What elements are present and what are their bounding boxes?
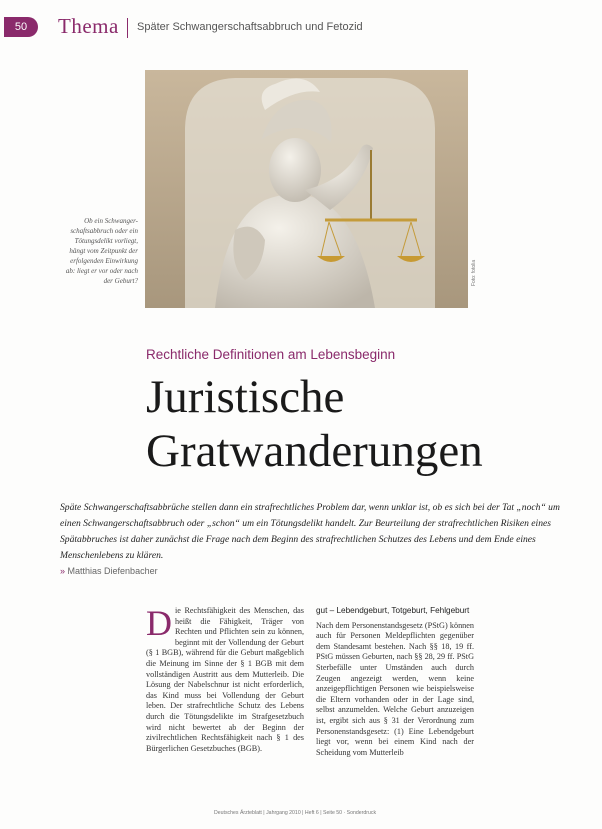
article-headline (146, 370, 483, 478)
body-column-1 (146, 603, 304, 754)
section-title: Thema (58, 14, 119, 38)
body-text-col2: Nach dem Personenstandsgesetz (PStG) können auch für Personen Meldepflichten gegenüber dem Standesamt bestehen. Nach §§ 18, 19 ff. PStG müssen Geburten, nach §§ 28, 29 ff. PStG Sterbefälle unter Umständen auch durch Zeugen angezeigt werden, wenn keine anzeigepflichtigen Personen wie beispielsweise die Eltern vorhanden oder in der Lage sind, selbst anzumelden. Welche Geburt anzuzeigen ist, ergibt sich aus § 31 der Verordnung zum Personenstandsgesetz: (1) Eine Lebendgeburt liegt vor, wenn bei einem Kind nach der Scheidung vom Mutterleib (316, 620, 474, 757)
photo-credit: Foto: fotolia (471, 259, 477, 286)
justitia-statue-illustration (145, 70, 468, 308)
headline-line-1: Juristische (146, 371, 345, 423)
photo-caption: Ob ein Schwanger-schaftsabbruch oder ein Tötungsdelikt vorliegt, hängt vom Zeitpunkt der erfolgenden Einwirkung ab: liegt er vor oder nach der Geburt? (65, 217, 138, 285)
body-column-2 (316, 606, 474, 758)
page-number-badge: 50 (4, 17, 38, 37)
page-footer: Deutsches Ärzteblatt | Jahrgang 2010 | Heft 6 | Seite 50 · Sonderdruck (214, 810, 377, 816)
header-divider (127, 18, 128, 38)
article-lead: Späte Schwangerschaftsabbrüche stellen dann ein strafrechtliches Problem dar, wenn unklar ist, ob es sich bei der Tat „noch“ um einen Schwangerschaftsabbruch oder „schon“ um ein Tötungsdelikt handelt. Zur Beurteilung der strafrechtlichen Risiken eines Spätabbruches ist daher zunächst die Frage nach dem Beginn des strafrechtlichen Schutzes des Lebens und dem Ende eines Menschenlebens zu klären. (60, 502, 560, 561)
author-line (60, 566, 158, 576)
drop-cap: D (146, 603, 172, 643)
body-subhead: gut – Lebendgeburt, Totgeburt, Fehlgeburt (316, 606, 470, 615)
headline-line-2: Gratwanderungen (146, 425, 483, 477)
article-kicker: Rechtliche Definitionen am Lebensbeginn (146, 347, 396, 362)
section-subtitle: Später Schwangerschaftsabbruch und Fetozid (137, 21, 363, 33)
author-name: Matthias Diefenbacher (67, 566, 158, 576)
author-symbol: » (60, 566, 66, 576)
body-text-col1: ie Rechtsfähigkeit des Menschen, das heißt die Fähigkeit, Träger von Rechten und Pflichten sein zu können, beginnt mit der Vollendung der Geburt (§ 1 BGB), während für die Geburt maßgeblich die Meinung im Sinne der § 1 BGB mit dem vollständigen Austritt aus dem Mutterleib. Die Lösung der Nabelschnur ist nicht erforderlich, das Kind muss bei Vollendung der Geburt leben. Der strafrechtliche Schutz des Lebens durch die Tötungsdelikte im Strafgesetzbuch wird nicht bewertet ab der Beginn der zivilrechtlichen Rechtsfähigkeit nach § 1 des Bürgerlichen Gesetzbuches (BGB). (146, 606, 304, 753)
justitia-statue-photo (145, 70, 468, 308)
